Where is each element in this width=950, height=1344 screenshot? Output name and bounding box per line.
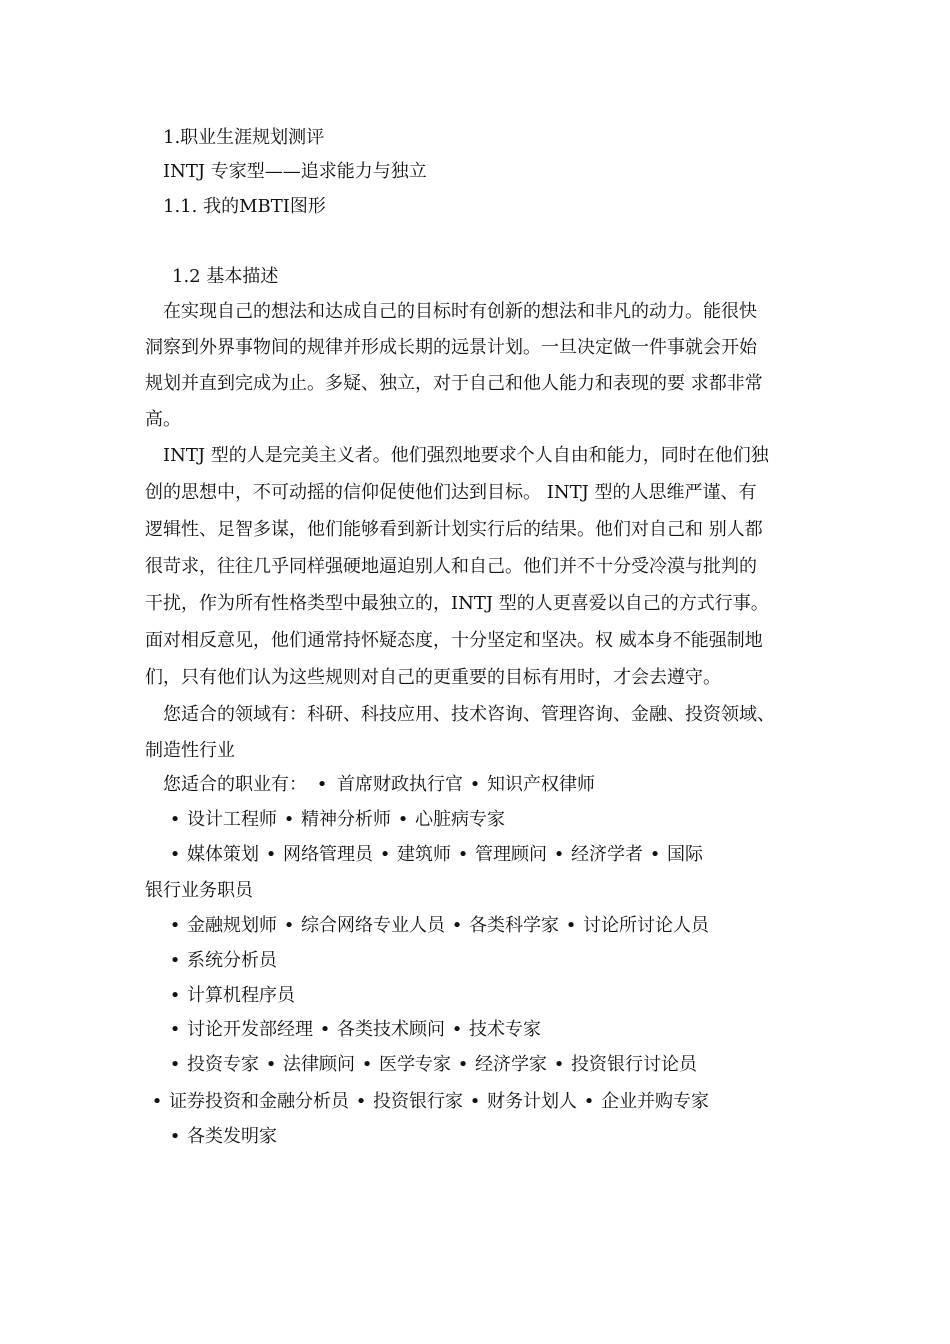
careers-row (145, 1090, 709, 1114)
description-heading: 1.2 基本描述 (172, 266, 279, 287)
career-item: 精神分析师 (301, 809, 391, 830)
bullet: • (265, 1054, 277, 1075)
career-item: 法律顾问 (283, 1054, 355, 1075)
bullet: • (649, 844, 661, 865)
bullet: • (265, 844, 277, 865)
career-item: 媒体策划 (187, 844, 259, 865)
careers-row (163, 949, 277, 973)
career-item: 首席财政执行官 (337, 774, 463, 795)
careers-row (163, 1125, 277, 1149)
career-item: 经济学者 (571, 844, 643, 865)
careers-row (163, 1018, 541, 1042)
bullet: • (451, 1019, 463, 1040)
paragraph-1-line: 洞察到外界事物间的规律并形成长期的远景计划。一旦决定做一件事就会开始 (145, 337, 757, 358)
paragraph-2-line: 面对相反意见，他们通常持怀疑态度，十分坚定和坚决。权 威本身不能强制地 (145, 630, 763, 651)
career-item: 讨论开发部经理 (187, 1019, 313, 1040)
bullet: • (397, 809, 409, 830)
bullet: • (355, 1091, 367, 1112)
fields-line: 您适合的领域有：科研、科技应用、技术咨询、管理咨询、金融、投资领域、 (163, 704, 775, 725)
career-item: 投资银行讨论员 (571, 1054, 697, 1075)
bullet: • (283, 809, 295, 830)
bullet: • (553, 844, 565, 865)
bullet: • (169, 950, 181, 971)
career-item: 经济学家 (475, 1054, 547, 1075)
paragraph-1-line: 高。 (145, 409, 181, 430)
bullet: • (379, 844, 391, 865)
careers-row (163, 843, 703, 867)
career-item: 各类科学家 (469, 915, 559, 936)
career-item: 国际 (667, 844, 703, 865)
bullet: • (553, 1054, 565, 1075)
careers-row (163, 808, 505, 832)
careers-row (163, 984, 295, 1008)
careers-row (163, 773, 595, 797)
bullet: • (316, 774, 328, 795)
career-item: 心脏病专家 (415, 809, 505, 830)
career-item: 财务计划人 (487, 1091, 577, 1112)
bullet: • (451, 915, 463, 936)
career-item: 网络管理员 (283, 844, 373, 865)
type-title: INTJ 专家型——追求能力与独立 (163, 161, 427, 182)
paragraph-2-line: 逻辑性、足智多谋，他们能够看到新计划实行后的结果。他们对自己和 别人都 (145, 519, 763, 540)
paragraph-2-line: 干扰，作为所有性格类型中最独立的，INTJ 型的人更喜爱以自己的方式行事。 (145, 593, 769, 614)
careers-row-continuation: 银行业务职员 (145, 880, 253, 901)
career-item: 综合网络专业人员 (301, 915, 445, 936)
mbti-heading: 1.1. 我的MBTI图形 (163, 196, 326, 217)
paragraph-2-line: 创的思想中，不可动摇的信仰促使他们达到目标。 INTJ 型的人思维严谨、有 (145, 482, 757, 503)
bullet: • (169, 915, 181, 936)
career-item: 投资银行家 (373, 1091, 463, 1112)
career-item: 各类技术顾问 (337, 1019, 445, 1040)
careers-row (163, 914, 709, 938)
bullet: • (469, 1091, 481, 1112)
career-item: 知识产权律师 (487, 774, 595, 795)
careers-label: 您适合的职业有： (163, 774, 307, 795)
bullet: • (457, 1054, 469, 1075)
careers-row (163, 1053, 697, 1077)
paragraph-2-line: 很苛求，往往几乎同样强硬地逼迫别人和自己。他们并不十分受冷漠与批判的 (145, 556, 757, 577)
career-item: 管理顾问 (475, 844, 547, 865)
career-item: 技术专家 (469, 1019, 541, 1040)
bullet: • (319, 1019, 331, 1040)
bullet: • (169, 1019, 181, 1040)
bullet: • (283, 915, 295, 936)
career-item: 金融规划师 (187, 915, 277, 936)
career-item: 建筑师 (397, 844, 451, 865)
career-item: 系统分析员 (187, 950, 277, 971)
career-item: 医学专家 (379, 1054, 451, 1075)
bullet: • (169, 1126, 181, 1147)
bullet: • (469, 774, 481, 795)
fields-line: 制造性行业 (145, 740, 235, 761)
bullet: • (169, 1054, 181, 1075)
bullet: • (457, 844, 469, 865)
bullet: • (565, 915, 577, 936)
bullet: • (169, 809, 181, 830)
paragraph-1-line: 在实现自己的想法和达成自己的目标时有创新的想法和非凡的动力。能很快 (163, 301, 757, 322)
bullet: • (361, 1054, 373, 1075)
bullet: • (151, 1091, 163, 1112)
career-item: 计算机程序员 (187, 985, 295, 1006)
career-item: 讨论所讨论人员 (583, 915, 709, 936)
bullet: • (169, 844, 181, 865)
career-item: 各类发明家 (187, 1126, 277, 1147)
bullet: • (583, 1091, 595, 1112)
paragraph-2-line: INTJ 型的人是完美主义者。他们强烈地要求个人自由和能力，同时在他们独 (163, 445, 769, 466)
paragraph-2-line: 们，只有他们认为这些规则对自己的更重要的目标有用时，才会去遵守。 (145, 667, 721, 688)
career-item: 证券投资和金融分析员 (169, 1091, 349, 1112)
career-item: 投资专家 (187, 1054, 259, 1075)
paragraph-1-line: 规划并直到完成为止。多疑、独立，对于自己和他人能力和表现的要 求都非常 (145, 373, 763, 394)
bullet: • (169, 985, 181, 1006)
career-item: 企业并购专家 (601, 1091, 709, 1112)
section-title: 1.职业生涯规划测评 (163, 127, 325, 148)
career-item: 设计工程师 (187, 809, 277, 830)
